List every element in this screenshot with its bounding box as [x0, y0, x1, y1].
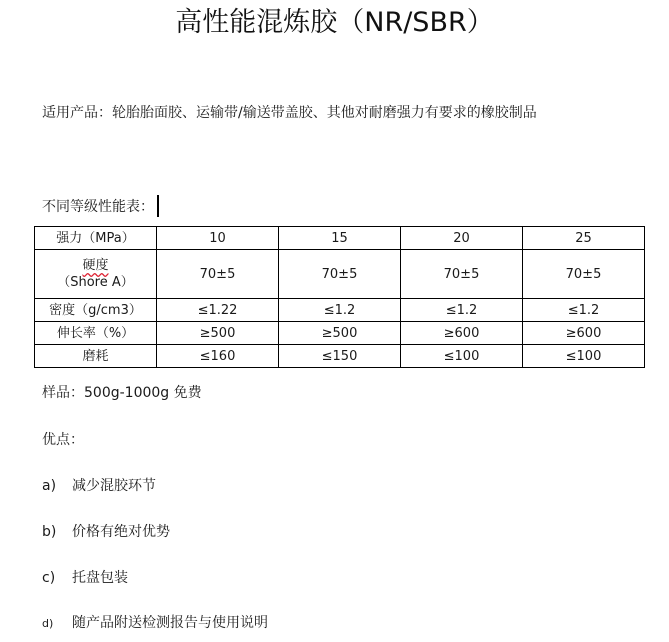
table-cell: ≥600: [523, 322, 645, 345]
advantage-item: [42, 476, 156, 496]
row-label-elongation: 伸长率（%）: [35, 322, 157, 345]
table-cell: ≥500: [279, 322, 401, 345]
row-label-hardness-line2: （Shore A）: [57, 275, 134, 290]
table-cell: ≤1.2: [279, 299, 401, 322]
table-row: [35, 322, 645, 345]
table-cell: ≤1.2: [523, 299, 645, 322]
advantage-marker: a): [42, 478, 57, 494]
advantage-item: [42, 522, 170, 542]
table-cell: ≤150: [279, 345, 401, 368]
advantage-item: [42, 613, 268, 634]
advantage-text: 托盘包装: [72, 570, 128, 586]
table-heading: [42, 196, 159, 218]
table-row: [35, 345, 645, 368]
text-cursor: [157, 195, 159, 217]
document-title: 高性能混炼胶（NR/SBR）: [175, 7, 494, 38]
table-cell: ≤160: [157, 345, 279, 368]
table-cell: ≤1.2: [401, 299, 523, 322]
table-cell: ≤100: [401, 345, 523, 368]
advantage-text: 减少混胶环节: [72, 478, 156, 494]
table-row: [35, 227, 645, 250]
table-cell: 70±5: [401, 250, 523, 299]
advantage-text: 随产品附送检测报告与使用说明: [72, 615, 268, 631]
advantages-heading: 优点：: [42, 432, 84, 448]
table-cell: 15: [279, 227, 401, 250]
table-row: [35, 250, 645, 299]
advantage-text: 价格有绝对优势: [72, 524, 170, 540]
table-row: [35, 299, 645, 322]
table-cell: 70±5: [523, 250, 645, 299]
table-cell: ≤100: [523, 345, 645, 368]
table-cell: ≥500: [157, 322, 279, 345]
advantage-marker: b): [42, 524, 57, 540]
table-cell: ≤1.22: [157, 299, 279, 322]
advantage-marker: c): [42, 570, 56, 586]
row-label-strength: 强力（MPa）: [35, 227, 157, 250]
table-cell: 70±5: [279, 250, 401, 299]
row-label-hardness: [35, 250, 157, 299]
row-label-hardness-line1: 硬度: [82, 258, 109, 273]
advantage-marker: d): [42, 617, 54, 630]
table-cell: 20: [401, 227, 523, 250]
applicable-products-text: 适用产品：轮胎胎面胶、运输带/输送带盖胶、其他对耐磨强力有要求的橡胶制品: [42, 105, 537, 121]
table-cell: 25: [523, 227, 645, 250]
table-heading-label: 不同等级性能表：: [42, 199, 154, 215]
row-label-density: 密度（g/cm3）: [35, 299, 157, 322]
performance-table: [34, 226, 645, 368]
table-cell: 70±5: [157, 250, 279, 299]
table-cell: 10: [157, 227, 279, 250]
sample-text: 样品：500g-1000g 免费: [42, 385, 202, 401]
row-label-wear: 磨耗: [35, 345, 157, 368]
advantage-item: [42, 568, 128, 588]
table-cell: ≥600: [401, 322, 523, 345]
